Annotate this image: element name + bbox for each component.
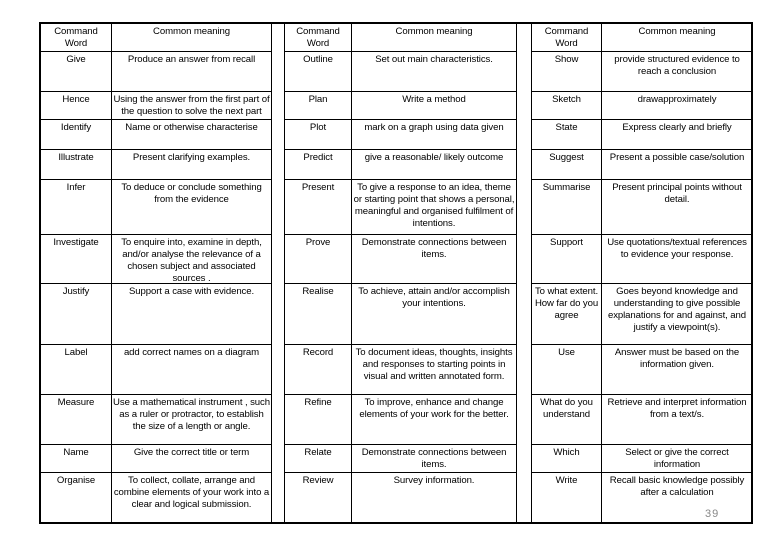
command-word: Measure bbox=[41, 395, 112, 445]
command-meaning: Survey information. bbox=[352, 473, 517, 522]
column-spacer bbox=[517, 473, 532, 522]
command-meaning: Select or give the correct information bbox=[602, 445, 752, 473]
column-spacer bbox=[517, 92, 532, 120]
command-word: Justify bbox=[41, 284, 112, 345]
command-word: State bbox=[532, 120, 602, 150]
header-command-word: Command Word bbox=[532, 24, 602, 52]
column-spacer bbox=[517, 395, 532, 445]
column-spacer bbox=[272, 445, 285, 473]
command-meaning: To improve, enhance and change elements of your work for the better. bbox=[352, 395, 517, 445]
column-spacer bbox=[517, 445, 532, 473]
header-command-word: Command Word bbox=[285, 24, 352, 52]
command-meaning: Use a mathematical instrument , such as a ruler or protractor, to establish the size of a length or angle. bbox=[112, 395, 272, 445]
command-meaning: To achieve, attain and/or accomplish your intentions. bbox=[352, 284, 517, 345]
command-meaning: Write a method bbox=[352, 92, 517, 120]
command-meaning: drawapproximately bbox=[602, 92, 752, 120]
command-meaning: To document ideas, thoughts, insights and responses to starting points in visual and written annotated form. bbox=[352, 345, 517, 395]
header-common-meaning: Common meaning bbox=[352, 24, 517, 52]
header-common-meaning: Common meaning bbox=[602, 24, 752, 52]
command-meaning: Name or otherwise characterise bbox=[112, 120, 272, 150]
command-meaning: To deduce or conclude something from the evidence bbox=[112, 180, 272, 235]
command-meaning: provide structured evidence to reach a conclusion bbox=[602, 52, 752, 92]
column-spacer bbox=[517, 284, 532, 345]
command-meaning: mark on a graph using data given bbox=[352, 120, 517, 150]
column-spacer bbox=[517, 52, 532, 92]
command-words-table bbox=[39, 22, 753, 524]
page-number: 39 bbox=[705, 508, 720, 520]
command-meaning: Answer must be based on the information given. bbox=[602, 345, 752, 395]
column-spacer bbox=[272, 52, 285, 92]
header-command-word: Command Word bbox=[41, 24, 112, 52]
column-spacer bbox=[517, 120, 532, 150]
command-meaning: add correct names on a diagram bbox=[112, 345, 272, 395]
command-word: Present bbox=[285, 180, 352, 235]
column-spacer bbox=[272, 180, 285, 235]
command-word: Review bbox=[285, 473, 352, 522]
command-word: Plan bbox=[285, 92, 352, 120]
command-meaning: Use quotations/textual references to evidence your response. bbox=[602, 235, 752, 284]
command-word: Sketch bbox=[532, 92, 602, 120]
command-meaning: Recall basic knowledge possibly after a calculation bbox=[609, 475, 745, 498]
command-meaning: Using the answer from the first part of the question to solve the next part bbox=[112, 92, 272, 120]
command-meaning: give a reasonable/ likely outcome bbox=[352, 150, 517, 180]
command-word: Write bbox=[532, 473, 602, 522]
command-word: Realise bbox=[285, 284, 352, 345]
command-word: Label bbox=[41, 345, 112, 395]
command-word: Record bbox=[285, 345, 352, 395]
command-word: Support bbox=[532, 235, 602, 284]
command-meaning: Demonstrate connections between items. bbox=[352, 445, 517, 473]
command-meaning: Demonstrate connections between items. bbox=[352, 235, 517, 284]
column-spacer bbox=[272, 345, 285, 395]
command-word: Organise bbox=[41, 473, 112, 522]
column-spacer bbox=[517, 150, 532, 180]
column-spacer bbox=[272, 284, 285, 345]
command-word: Suggest bbox=[532, 150, 602, 180]
command-meaning: To enquire into, examine in depth, and/or analyse the relevance of a chosen subject and associated sources . bbox=[112, 235, 272, 284]
command-word: Infer bbox=[41, 180, 112, 235]
command-meaning: Present a possible case/solution bbox=[602, 150, 752, 180]
command-word: What do you understand bbox=[532, 395, 602, 445]
command-meaning: To give a response to an idea, theme or starting point that shows a personal, meaningful and organised fulfilment of intentions. bbox=[352, 180, 517, 235]
command-meaning: Support a case with evidence. bbox=[112, 284, 272, 345]
command-word: Relate bbox=[285, 445, 352, 473]
command-word: Investigate bbox=[41, 235, 112, 284]
command-word: Identify bbox=[41, 120, 112, 150]
command-word: Summarise bbox=[532, 180, 602, 235]
column-spacer bbox=[272, 92, 285, 120]
command-meaning: Present clarifying examples. bbox=[112, 150, 272, 180]
column-spacer bbox=[272, 120, 285, 150]
command-meaning: Retrieve and interpret information from a text/s. bbox=[602, 395, 752, 445]
column-spacer bbox=[272, 235, 285, 284]
command-word: Outline bbox=[285, 52, 352, 92]
command-word: Refine bbox=[285, 395, 352, 445]
command-meaning: Goes beyond knowledge and understanding to give possible explanations for and against, and justify a viewpoint(s). bbox=[602, 284, 752, 345]
column-spacer bbox=[272, 150, 285, 180]
column-spacer bbox=[517, 24, 532, 52]
command-word: Prove bbox=[285, 235, 352, 284]
command-word: Predict bbox=[285, 150, 352, 180]
command-word: Show bbox=[532, 52, 602, 92]
command-meaning: Present principal points without detail. bbox=[602, 180, 752, 235]
column-spacer bbox=[272, 473, 285, 522]
column-spacer bbox=[517, 180, 532, 235]
column-spacer bbox=[272, 395, 285, 445]
command-word: Name bbox=[41, 445, 112, 473]
column-spacer bbox=[517, 345, 532, 395]
command-meaning: Set out main characteristics. bbox=[352, 52, 517, 92]
command-word: Plot bbox=[285, 120, 352, 150]
command-meaning: Give the correct title or term bbox=[112, 445, 272, 473]
command-word: Use bbox=[532, 345, 602, 395]
command-word: Illustrate bbox=[41, 150, 112, 180]
command-word: To what extent. How far do you agree bbox=[532, 284, 602, 345]
header-common-meaning: Common meaning bbox=[112, 24, 272, 52]
command-meaning: To collect, collate, arrange and combine elements of your work into a clear and logical submission. bbox=[112, 473, 272, 522]
command-word: Give bbox=[41, 52, 112, 92]
column-spacer bbox=[272, 24, 285, 52]
command-meaning: Express clearly and briefly bbox=[602, 120, 752, 150]
command-word: Which bbox=[532, 445, 602, 473]
command-word: Hence bbox=[41, 92, 112, 120]
column-spacer bbox=[517, 235, 532, 284]
command-meaning: Produce an answer from recall bbox=[112, 52, 272, 92]
